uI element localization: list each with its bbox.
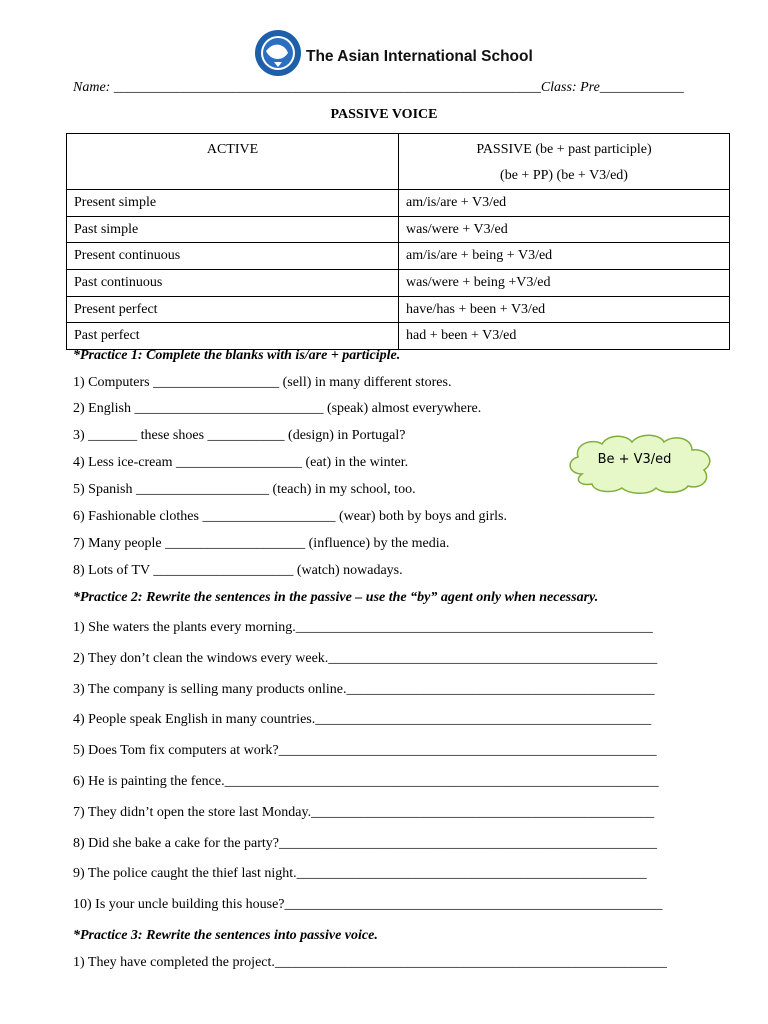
practice1-item: 1) Computers __________________ (sell) in many different stores. (73, 375, 452, 390)
practice1-item: 8) Lots of TV ____________________ (watch) nowadays. (73, 563, 403, 578)
practice2-item: 10) Is your uncle building this house?______________________________________________________ (73, 897, 663, 912)
practice2-item: 2) They don’t clean the windows every week._______________________________________________ (73, 651, 658, 666)
practice1-item: 5) Spanish ___________________ (teach) in my school, too. (73, 482, 416, 497)
header-active: ACTIVE (67, 134, 399, 190)
practice3-item: 1) They have completed the project.________________________________________________________ (73, 955, 667, 970)
table-row (67, 190, 730, 217)
tense-cell: Past continuous (67, 270, 399, 297)
practice1-heading: *Practice 1: Complete the blanks with is/are + participle. (73, 348, 401, 363)
header-passive-line1: PASSIVE (be + past participle) (476, 142, 652, 157)
form-cell: am/is/are + being + V3/ed (399, 243, 730, 270)
table-row (67, 243, 730, 270)
form-cell: am/is/are + V3/ed (399, 190, 730, 217)
practice2-item: 9) The police caught the thief last night.__________________________________________________ (73, 866, 647, 881)
practice2-item: 8) Did she bake a cake for the party?______________________________________________________ (73, 836, 658, 851)
school-header (254, 30, 533, 76)
table-header-row (67, 134, 730, 190)
form-cell: was/were + being +V3/ed (399, 270, 730, 297)
tense-cell: Present perfect (67, 296, 399, 323)
name-class-line: Name: _____________________________________________________________Class: Pre____________ (73, 80, 684, 95)
tense-cell: Past simple (67, 216, 399, 243)
practice1-item: 3) _______ these shoes ___________ (design) in Portugal? (73, 428, 406, 443)
school-name: The Asian International School (306, 48, 533, 65)
practice1-item: 4) Less ice-cream __________________ (eat) in the winter. (73, 455, 409, 470)
practice2-item: 1) She waters the plants every morning.___________________________________________________ (73, 620, 653, 635)
tense-cell: Present continuous (67, 243, 399, 270)
page-title: PASSIVE VOICE (330, 107, 438, 122)
practice2-heading: *Practice 2: Rewrite the sentences in the passive – use the “by” agent only when necessary. (73, 590, 599, 605)
table-row (67, 216, 730, 243)
passive-voice-table (66, 133, 730, 350)
form-cell: had + been + V3/ed (399, 323, 730, 350)
tense-cell: Present simple (67, 190, 399, 217)
practice2-item: 5) Does Tom fix computers at work?______________________________________________________ (73, 743, 657, 758)
header-passive-line2: (be + PP) (be + V3/ed) (500, 168, 628, 183)
table-row (67, 296, 730, 323)
practice3-heading: *Practice 3: Rewrite the sentences into passive voice. (73, 928, 378, 943)
cloud-callout-text: Be + V3/ed (597, 452, 672, 467)
practice2-item: 3) The company is selling many products online.____________________________________________ (73, 682, 655, 697)
practice1-item: 7) Many people ____________________ (influence) by the media. (73, 536, 450, 551)
practice1-item: 6) Fashionable clothes ___________________ (wear) both by boys and girls. (73, 509, 507, 524)
school-logo-icon (254, 29, 302, 77)
practice2-item: 4) People speak English in many countries.________________________________________________ (73, 712, 652, 727)
table-row (67, 323, 730, 350)
table-row (67, 270, 730, 297)
practice1-item: 2) English ___________________________ (speak) almost everywhere. (73, 401, 482, 416)
practice2-item: 6) He is painting the fence.______________________________________________________________ (73, 774, 659, 789)
practice2-item: 7) They didn’t open the store last Monday._________________________________________________ (73, 805, 655, 820)
form-cell: was/were + V3/ed (399, 216, 730, 243)
form-cell: have/has + been + V3/ed (399, 296, 730, 323)
header-passive (399, 134, 730, 190)
tense-cell: Past perfect (67, 323, 399, 350)
